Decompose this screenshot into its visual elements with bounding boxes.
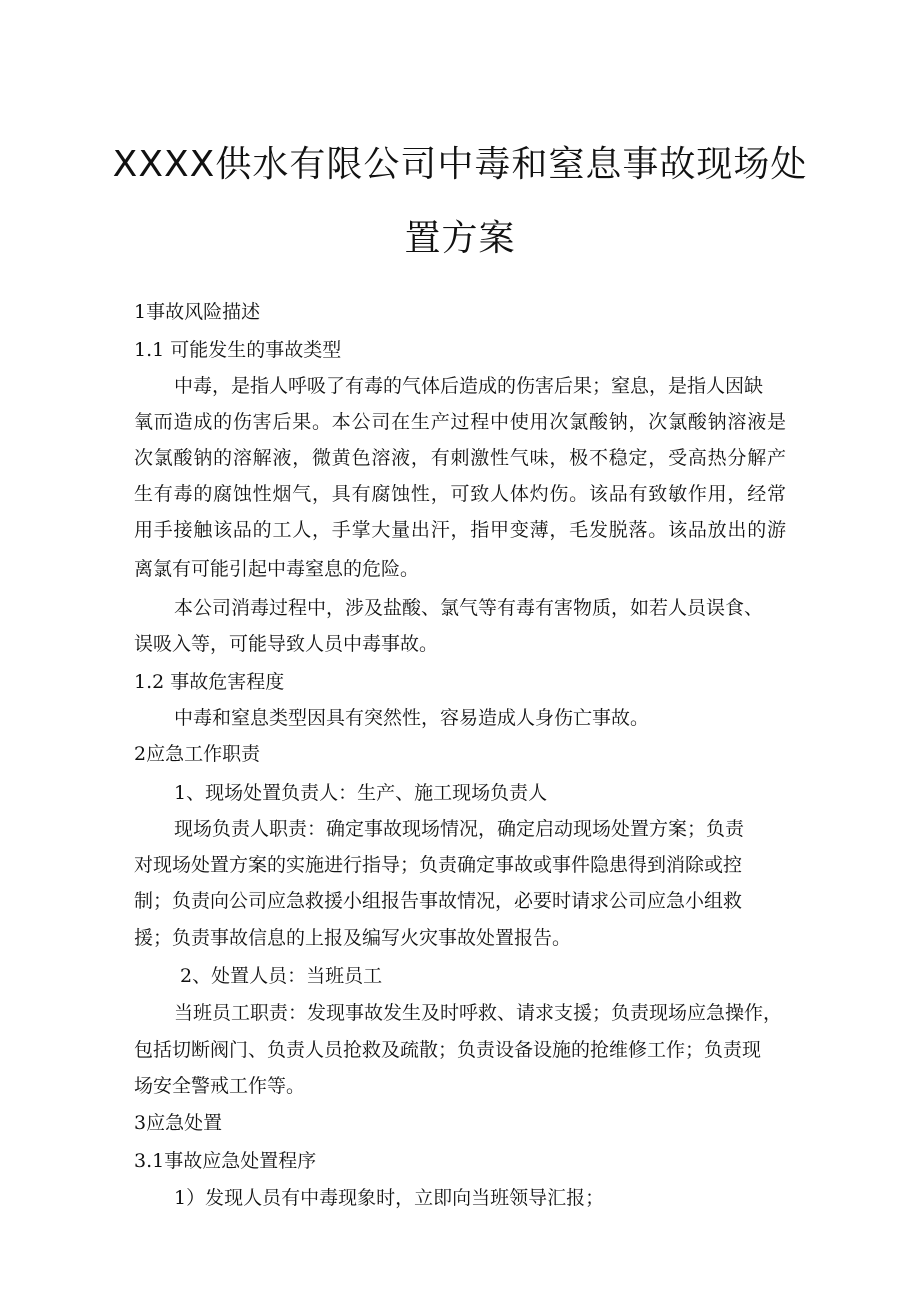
paragraph-line: 氧而造成的伤害后果。本公司在生产过程中使用次氯酸钠，次氯酸钠溶液是: [134, 411, 786, 433]
document-title-line-2: 置方案: [404, 218, 516, 259]
section-2-heading: 2应急工作职责: [134, 743, 261, 765]
section-3-1-heading: 3.1事故应急处置程序: [134, 1150, 317, 1172]
section-1-1-heading: 1.1 可能发生的事故类型: [134, 339, 342, 361]
list-item: 1）发现人员有中毒现象时，立即向当班领导汇报；: [174, 1187, 605, 1209]
paragraph-line: 本公司消毒过程中，涉及盐酸、氯气等有毒有害物质，如若人员误食、: [174, 597, 764, 619]
paragraph-line: 误吸入等，可能导致人员中毒事故。: [134, 633, 439, 655]
paragraph-line: 包括切断阀门、负责人员抢救及疏散；负责设备设施的抢维修工作；负责现: [134, 1039, 762, 1061]
section-1-2-heading: 1.2 事故危害程度: [134, 671, 285, 693]
list-item: 1、现场处置负责人：生产、施工现场负责人: [174, 782, 548, 804]
paragraph-line: 次氯酸钠的溶解液，微黄色溶液，有刺激性气味，极不稳定，受高热分解产: [134, 447, 786, 469]
paragraph-line: 用手接触该品的工人，手掌大量出汗，指甲变薄，毛发脱落。该品放出的游: [134, 519, 786, 541]
document-title-line-1: XXXX供水有限公司中毒和窒息事故现场处: [112, 144, 808, 185]
paragraph-line: 中毒，是指人呼吸了有毒的气体后造成的伤害后果；窒息，是指人因缺: [174, 375, 764, 397]
paragraph-line: 当班员工职责：发现事故发生及时呼救、请求支援；负责现场应急操作，: [174, 1002, 783, 1024]
paragraph-line: 中毒和窒息类型因具有突然性，容易造成人身伤亡事故。: [174, 707, 650, 729]
paragraph-line: 离氯有可能引起中毒窒息的危险。: [134, 558, 420, 580]
paragraph-line: 场安全警戒工作等。: [134, 1075, 306, 1097]
paragraph-line: 现场负责人职责：确定事故现场情况，确定启动现场处置方案；负责: [174, 818, 745, 840]
list-item: 2、处置人员：当班员工: [180, 965, 383, 987]
section-3-heading: 3应急处置: [134, 1112, 223, 1134]
paragraph-line: 援；负责事故信息的上报及编写火灾事故处置报告。: [134, 927, 572, 949]
section-1-heading: 1事故风险描述: [134, 301, 261, 323]
paragraph-line: 对现场处置方案的实施进行指导；负责确定事故或事件隐患得到消除或控: [134, 854, 743, 876]
paragraph-line: 生有毒的腐蚀性烟气，具有腐蚀性，可致人体灼伤。该品有致敏作用，经常: [134, 483, 786, 505]
paragraph-line: 制；负责向公司应急救援小组报告事故情况，必要时请求公司应急小组救: [134, 890, 743, 912]
